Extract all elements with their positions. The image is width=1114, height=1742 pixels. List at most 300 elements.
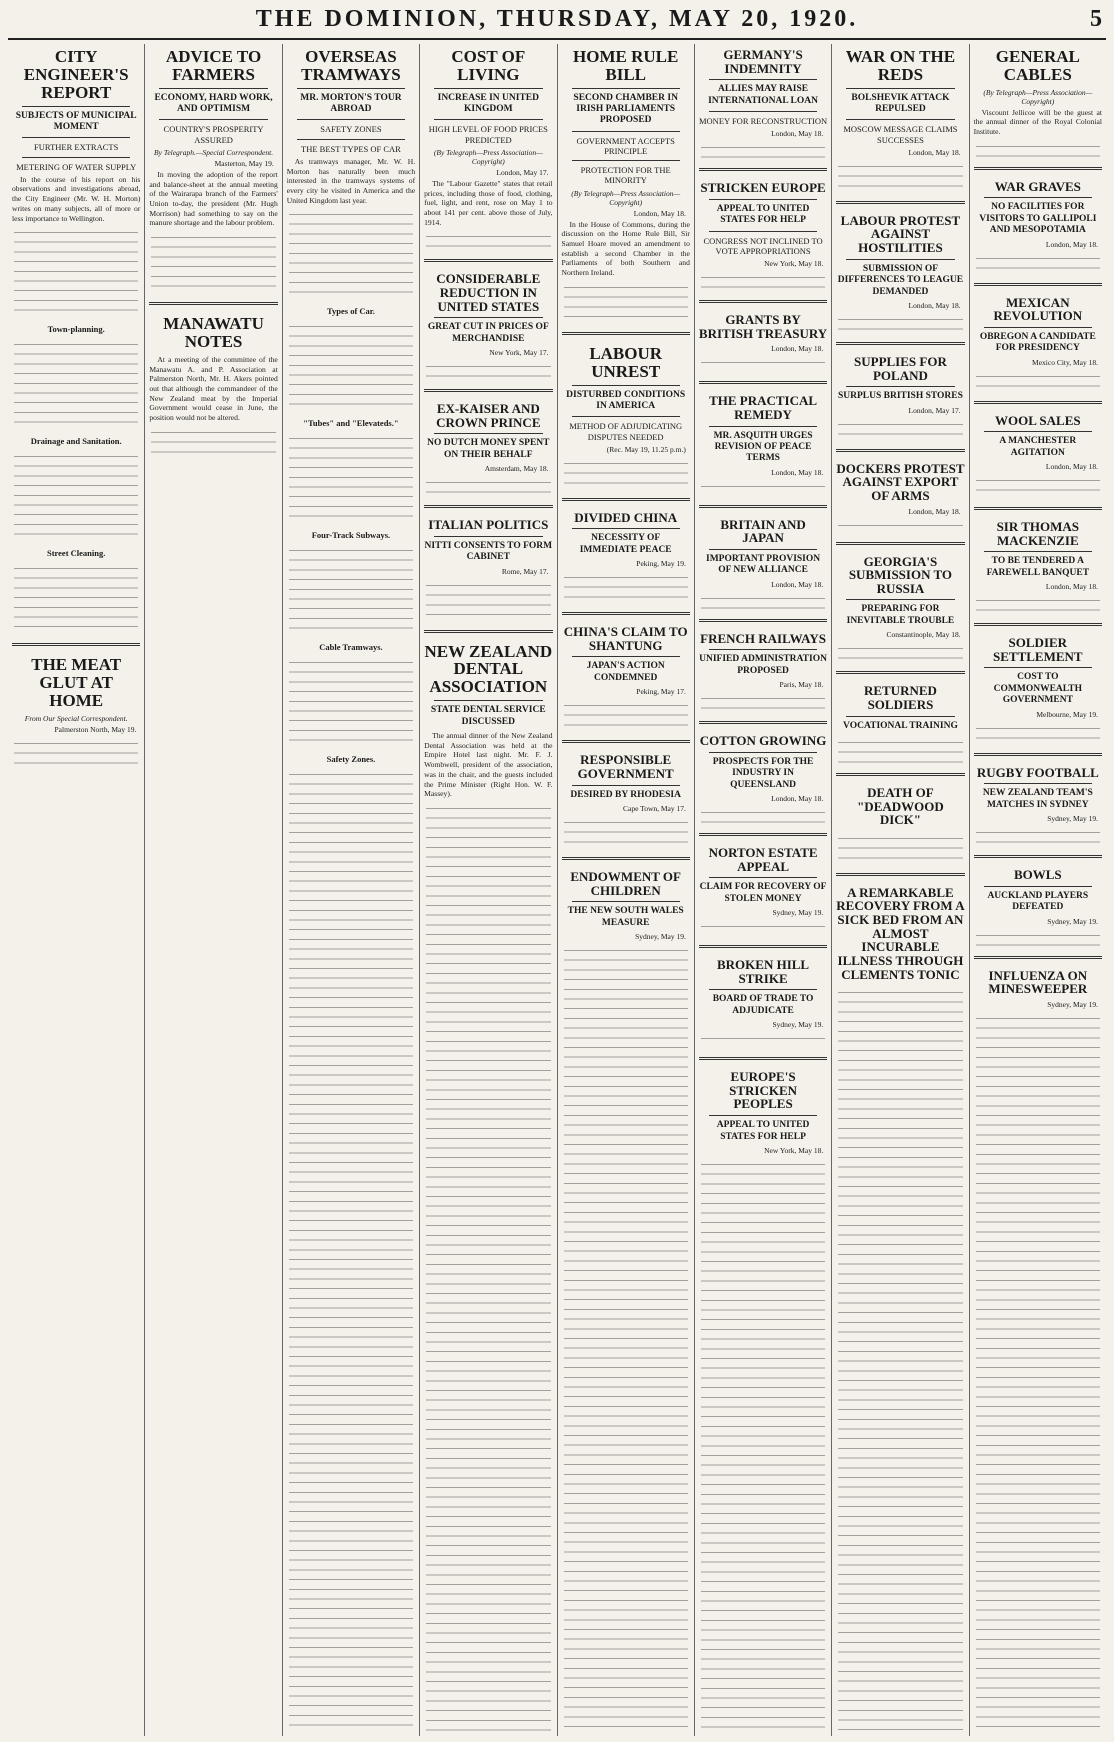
section-heading: Four-Track Subways. <box>311 530 391 541</box>
article-text-block <box>564 572 688 602</box>
article-body: In the course of his report on his observations and investigations abroad, the City Engineer (Mr. W. H. Morton) writes on many subjects, all of more or less importance to Wellington. <box>12 174 141 223</box>
article-subhead: SECOND CHAMBER IN IRISH PARLIAMENTS PROPOSED <box>573 92 678 126</box>
article-dateline: Rome, May 17. <box>501 566 549 576</box>
headline-rule <box>984 783 1092 784</box>
article-text-block <box>289 545 413 635</box>
article-subhead: APPEAL TO UNITED STATES FOR HELP <box>716 1120 810 1142</box>
article-subhead: SUBMISSION OF DIFFERENCES TO LEAGUE DEMANDED <box>837 263 964 297</box>
article <box>836 551 964 642</box>
article-headline: BRITAIN AND JAPAN <box>720 516 806 546</box>
article-headline: GEORGIA'S SUBMISSION TO RUSSIA <box>848 553 953 596</box>
headline-rule <box>984 431 1092 432</box>
article <box>424 398 552 475</box>
headline-rule <box>709 426 817 427</box>
headline-rule <box>984 551 1092 552</box>
article <box>836 680 964 735</box>
article <box>699 44 827 140</box>
article-dateline: London, May 18. <box>771 579 824 589</box>
page-number: 5 <box>1090 6 1102 32</box>
article-divider <box>974 283 1102 286</box>
article-text-block <box>151 427 275 455</box>
article-text-block <box>426 477 550 495</box>
article <box>699 514 827 591</box>
article-headline: MEXICAN REVOLUTION <box>993 294 1083 324</box>
article <box>974 864 1102 927</box>
article <box>562 749 690 815</box>
article-text-block <box>426 231 550 249</box>
section-heading: Drainage and Sanitation. <box>30 436 122 447</box>
headline-rule <box>572 88 680 89</box>
article <box>424 639 552 801</box>
article-dateline: Sydney, May 19. <box>635 931 686 941</box>
article-divider <box>836 671 964 674</box>
article-text-block <box>701 921 825 935</box>
article-dateline: London, May 18. <box>633 208 686 218</box>
article-headline: MANAWATU NOTES <box>163 314 264 351</box>
article-headline: LABOUR PROTEST AGAINST HOSTILITIES <box>840 212 961 256</box>
article-dateline: Palmerston North, May 19. <box>54 724 137 734</box>
article-headline: NEW ZEALAND DENTAL ASSOCIATION <box>424 641 553 697</box>
article-subhead: MR. MORTON'S TOUR ABROAD <box>300 92 402 115</box>
article-text-block <box>151 232 275 292</box>
masthead <box>8 4 1106 40</box>
headline-rule <box>572 785 680 786</box>
article-text-block <box>976 475 1100 497</box>
headline-rule <box>984 886 1092 887</box>
article-divider <box>836 342 964 345</box>
article-text-block <box>289 321 413 411</box>
article-headline: A REMARKABLE RECOVERY FROM A SICK BED FROM AN ALMOST INCURABLE ILLNESS THROUGH CLEMENTS TONIC <box>836 884 965 982</box>
headline-rule <box>709 231 817 232</box>
column-2 <box>145 44 282 1736</box>
article-subhead: ECONOMY, HARD WORK, AND OPTIMISM <box>154 92 273 115</box>
article <box>699 1066 827 1157</box>
article-text-block <box>701 481 825 495</box>
article-headline: WOOL SALES <box>995 412 1081 428</box>
article-divider <box>562 498 690 501</box>
headline-rule <box>434 119 542 120</box>
newspaper-columns <box>8 44 1106 1736</box>
article <box>424 514 552 577</box>
article-text-block <box>564 282 688 322</box>
article-text-block <box>289 433 413 523</box>
section-heading: Safety Zones. <box>326 754 376 765</box>
article-subhead: FURTHER EXTRACTS <box>34 142 119 153</box>
article-headline: STRICKEN EUROPE <box>700 180 826 196</box>
column-8 <box>970 44 1106 1736</box>
article-divider <box>974 623 1102 626</box>
article-subhead: AUCKLAND PLAYERS DEFEATED <box>987 890 1089 913</box>
headline-rule <box>572 131 680 132</box>
headline-rule <box>846 386 954 387</box>
article-headline: ITALIAN POLITICS <box>428 517 549 533</box>
article <box>974 410 1102 473</box>
section-heading: Cable Tramways. <box>319 642 383 653</box>
article <box>424 268 552 359</box>
article-divider <box>12 643 140 646</box>
article-dateline: New York, May 18. <box>764 1145 824 1155</box>
article <box>974 176 1102 251</box>
article-text-block <box>838 314 962 332</box>
article-headline: NORTON ESTATE APPEAL <box>708 845 818 874</box>
column-7 <box>832 44 969 1736</box>
headline-rule <box>709 649 817 650</box>
article-text-block <box>426 803 550 1732</box>
article-body: The annual dinner of the New Zealand Dental Association was held at the Empire Hotel last night. Mr. F. J. Wombwell, president of the association, was in the chair, and the guests included the Prime Minister (Right Hon. W. F. Massey). <box>424 730 553 799</box>
headline-rule <box>984 327 1092 328</box>
article-subhead: GREAT CUT IN PRICES OF MERCHANDISE <box>427 322 549 344</box>
article-text-block <box>838 987 962 1732</box>
article-divider <box>424 630 552 633</box>
article <box>424 44 552 229</box>
article-text-block <box>289 657 413 747</box>
article-divider <box>974 855 1102 858</box>
article-text-block <box>701 272 825 290</box>
article-subhead: STATE DENTAL SERVICE DISCUSSED <box>430 705 546 727</box>
article-headline: DEATH OF "DEADWOOD DICK" <box>857 784 944 828</box>
article <box>562 507 690 570</box>
article-subhead: CLAIM FOR RECOVERY OF STOLEN MONEY <box>699 882 827 904</box>
article-subhead: VOCATIONAL TRAINING <box>843 720 958 731</box>
article-divider <box>149 302 277 305</box>
headline-rule <box>572 385 680 386</box>
article <box>836 458 964 518</box>
article-subhead: APPEAL TO UNITED STATES FOR HELP <box>716 203 810 226</box>
article-headline: GENERAL CABLES <box>995 47 1080 84</box>
article <box>836 882 964 985</box>
article-divider <box>699 833 827 836</box>
article-dateline: London, May 18. <box>908 506 961 516</box>
headline-rule <box>709 877 817 878</box>
headline-rule <box>984 667 1092 668</box>
article <box>699 309 827 355</box>
article-subhead: PREPARING FOR INEVITABLE TROUBLE <box>846 604 955 626</box>
article-dateline: London, May 18. <box>1045 582 1098 592</box>
article-headline: ADVICE TO FARMERS <box>165 47 262 84</box>
article-text-block <box>564 817 688 847</box>
article-divider <box>424 389 552 392</box>
article-headline: GERMANY'S INDEMNITY <box>723 47 803 76</box>
article-divider <box>699 945 827 948</box>
article-divider <box>699 381 827 384</box>
article-subhead: NO DUTCH MONEY SPENT ON THEIR BEHALF <box>427 438 550 460</box>
article-dateline: Masterton, May 19. <box>214 158 274 168</box>
article-subhead: HIGH LEVEL OF FOOD PRICES PREDICTED <box>428 124 548 145</box>
article-text-block <box>976 371 1100 391</box>
headline-rule <box>572 528 680 529</box>
headline-rule <box>297 119 405 120</box>
article-text-block <box>976 253 1100 273</box>
article-text-block <box>976 827 1100 845</box>
column-5 <box>558 44 695 1736</box>
article-dateline: Paris, May 18. <box>779 680 824 690</box>
article-dateline: London, May 18. <box>908 147 961 157</box>
article <box>699 390 827 478</box>
article-headline: OVERSEAS TRAMWAYS <box>301 47 401 84</box>
headline-rule <box>572 656 680 657</box>
article-dateline: London, May 18. <box>771 794 824 804</box>
article-subhead: OBREGON A CANDIDATE FOR PRESIDENCY <box>979 331 1096 354</box>
headline-rule <box>297 139 405 140</box>
article-subhead: NECESSITY OF IMMEDIATE PEACE <box>579 533 672 555</box>
column-1 <box>8 44 145 1736</box>
article-headline: RETURNED SOLDIERS <box>863 683 937 712</box>
article-divider <box>424 259 552 262</box>
article-subhead: MOSCOW MESSAGE CLAIMS SUCCESSES <box>843 124 958 145</box>
article-text-block <box>564 945 688 1732</box>
article-subhead: MR. ASQUITH URGES REVISION OF PEACE TERMS <box>713 430 813 464</box>
article-body: In the House of Commons, during the discussion on the Home Rule Bill, Sir Samuel Hoare moved an amendment to establish a second Chamber in the Parliaments of both Southern and Northern Ireland. <box>561 219 690 278</box>
article-dateline: London, May 18. <box>771 129 824 139</box>
headline-rule <box>159 119 267 120</box>
article <box>699 177 827 270</box>
headline-rule <box>159 88 267 89</box>
article <box>149 44 277 230</box>
headline-rule <box>434 88 542 89</box>
article <box>149 311 277 425</box>
article <box>287 44 415 207</box>
article <box>974 44 1102 139</box>
column-6 <box>695 44 832 1736</box>
article-headline: SIR THOMAS MACKENZIE <box>996 519 1080 548</box>
article <box>699 954 827 1031</box>
article-text-block <box>14 227 138 317</box>
article-divider <box>836 542 964 545</box>
article-dateline: Constantinople, May 18. <box>886 630 961 640</box>
article-dateline: London, May 18. <box>1045 239 1098 249</box>
article-dateline: Mexico City, May 18. <box>1032 357 1098 367</box>
article-subhead: BOARD OF TRADE TO ADJUDICATE <box>712 994 814 1016</box>
article-subhead: COST TO COMMONWEALTH GOVERNMENT <box>993 672 1082 706</box>
article-headline: BROKEN HILL STRIKE <box>717 957 810 986</box>
article-headline: HOME RULE BILL <box>573 47 679 84</box>
article-text-block <box>14 563 138 633</box>
article-text-block <box>14 738 138 768</box>
article <box>699 730 827 805</box>
article-subhead: MONEY FOR RECONSTRUCTION <box>698 116 828 127</box>
article-text-block <box>426 361 550 379</box>
column-3 <box>283 44 420 1736</box>
article-text-block <box>838 520 962 532</box>
article-text-block <box>701 1159 825 1732</box>
headline-rule <box>434 700 542 701</box>
article-divider <box>562 332 690 335</box>
article-dateline: London, May 17. <box>908 405 961 415</box>
headline-rule <box>572 416 680 417</box>
article-subhead: NEW ZEALAND TEAM'S MATCHES IN SYDNEY <box>982 788 1093 810</box>
article-headline: DOCKERS PROTEST AGAINST EXPORT OF ARMS <box>836 460 965 503</box>
article-headline: GRANTS BY BRITISH TREASURY <box>698 312 828 341</box>
article-headline: LABOUR UNREST <box>589 343 663 381</box>
article-text-block <box>976 723 1100 743</box>
article-dateline: Peking, May 19. <box>636 559 686 569</box>
article-headline: DIVIDED CHINA <box>574 509 678 525</box>
article <box>974 762 1102 825</box>
article-divider <box>836 773 964 776</box>
article-headline: INFLUENZA ON MINESWEEPER <box>988 967 1088 997</box>
article-headline: BOWLS <box>1013 867 1062 883</box>
headline-rule <box>434 433 542 434</box>
article-headline: FRENCH RAILWAYS <box>700 630 826 646</box>
article-subhead: DESIRED BY RHODESIA <box>570 789 681 800</box>
article-headline: CITY ENGINEER'S REPORT <box>23 47 129 102</box>
headline-rule <box>572 901 680 902</box>
article-text-block <box>838 833 962 863</box>
headline-rule <box>709 199 817 200</box>
article-text-block <box>976 595 1100 613</box>
article <box>836 782 964 831</box>
headline-rule <box>709 1115 817 1116</box>
article <box>836 351 964 417</box>
article-dateline: London, May 18. <box>771 467 824 477</box>
article-text-block <box>701 1033 825 1047</box>
article-dateline: Sydney, May 19. <box>1047 999 1098 1009</box>
headline-rule <box>846 716 954 717</box>
article-byline: (By Telegraph—Press Association—Copyright) <box>983 87 1093 106</box>
article-text-block <box>701 807 825 823</box>
article-subhead: DISTURBED CONDITIONS IN AMERICA <box>566 389 686 411</box>
article-dateline: New York, May 17. <box>489 348 549 358</box>
section-heading: "Tubes" and "Elevateds." <box>303 418 399 429</box>
article-dateline: London, May 18. <box>771 344 824 354</box>
article-subhead: NITTI CONSENTS TO FORM CABINET <box>424 540 553 563</box>
article-subhead: METERING OF WATER SUPPLY <box>16 161 137 172</box>
article-headline: SOLDIER SETTLEMENT <box>993 635 1083 664</box>
article-text-block <box>564 458 688 488</box>
headline-rule <box>846 119 954 120</box>
headline-rule <box>572 160 680 161</box>
article <box>12 652 140 736</box>
article-divider <box>836 449 964 452</box>
article-headline: WAR ON THE REDS <box>845 47 956 84</box>
article-headline: SUPPLIES FOR POLAND <box>854 353 947 383</box>
article-text-block <box>701 593 825 609</box>
headline-rule <box>709 79 817 80</box>
article-text-block <box>976 930 1100 946</box>
article <box>562 866 690 943</box>
article-headline: THE PRACTICAL REMEDY <box>709 393 818 422</box>
article-text-block <box>976 141 1100 157</box>
article-dateline: Amsterdam, May 18. <box>484 464 549 474</box>
article-headline: CHINA'S CLAIM TO SHANTUNG <box>563 624 688 653</box>
article <box>699 842 827 919</box>
article-subhead: TO BE TENDERED A FAREWELL BANQUET <box>986 556 1090 578</box>
article <box>974 965 1102 1011</box>
headline-rule <box>22 157 130 158</box>
article-divider <box>562 857 690 860</box>
article-divider <box>562 740 690 743</box>
article-subhead: SUBJECTS OF MUNICIPAL MOMENT <box>15 110 137 132</box>
article-divider <box>699 168 827 171</box>
article <box>836 210 964 312</box>
article <box>974 292 1102 369</box>
article <box>974 516 1102 593</box>
article-divider <box>974 167 1102 170</box>
article-dateline: Sydney, May 19. <box>772 1020 824 1030</box>
article-text-block <box>289 769 413 1732</box>
article-divider <box>424 505 552 508</box>
article-divider <box>974 753 1102 756</box>
article <box>12 44 140 225</box>
article <box>562 341 690 456</box>
headline-rule <box>709 989 817 990</box>
article-dateline: Sydney, May 19. <box>772 908 824 918</box>
article-body: As tramways manager, Mr. W. H. Morton has naturally been much interested in the tramways systems of every city he visited in America and the United Kingdom last year. <box>286 156 416 205</box>
article-divider <box>974 956 1102 959</box>
article-byline: (By Telegraph—Press Association—Copyright) <box>571 188 681 207</box>
article-subhead: THE BEST TYPES OF CAR <box>301 143 401 154</box>
newspaper-title: THE DOMINION, THURSDAY, MAY 20, 1920. <box>255 6 859 32</box>
article-dateline: Sydney, May 19. <box>1047 814 1098 824</box>
headline-rule <box>984 197 1092 198</box>
article-subhead: UNIFIED ADMINISTRATION PROPOSED <box>699 654 827 676</box>
article-dateline: Peking, May 17. <box>636 687 686 697</box>
article-subhead: IMPORTANT PROVISION OF NEW ALLIANCE <box>706 554 821 576</box>
article-subhead: PROSPECTS FOR THE INDUSTRY IN QUEENSLAND <box>712 756 814 790</box>
article-text-block <box>838 643 962 661</box>
article-dateline: London, May 18. <box>908 300 961 310</box>
article-divider <box>699 619 827 622</box>
headline-rule <box>709 549 817 550</box>
article-subhead: ALLIES MAY RAISE INTERNATIONAL LOAN <box>708 84 818 106</box>
article-dateline: (Rec. May 19, 11.25 p.m.) <box>606 444 686 454</box>
article-headline: WAR GRAVES <box>994 178 1081 194</box>
article-subhead: METHOD OF ADJUDICATING DISPUTES NEEDED <box>569 421 683 442</box>
article-body: At a meeting of the committee of the Manawatu A. and P. Association at Palmerston North, Mr. H. Akers pointed out that although the commandeer of the New Zealand meat by the Imperial Government would cease in June, the position would not be altered. <box>149 354 278 423</box>
article-text-block <box>701 142 825 158</box>
headline-rule <box>22 106 130 107</box>
article-divider <box>699 505 827 508</box>
article-text-block <box>838 419 962 439</box>
article-subhead: SURPLUS BRITISH STORES <box>837 391 963 402</box>
article-body: Viscount Jellicoe will be the guest at the annual dinner of the Royal Colonial Institute. <box>973 107 1102 137</box>
article-text-block <box>14 339 138 429</box>
article-text-block <box>701 357 825 371</box>
article-text-block <box>289 209 413 299</box>
headline-rule <box>22 137 130 138</box>
article-divider <box>974 507 1102 510</box>
article-text-block <box>14 451 138 541</box>
article-dateline: Sydney, May 19. <box>1047 916 1098 926</box>
article-subhead: INCREASE IN UNITED KINGDOM <box>437 92 539 115</box>
article-subhead: JAPAN'S ACTION CONDEMNED <box>586 661 665 683</box>
article-byline: (By Telegraph—Press Association—Copyright) <box>433 147 543 166</box>
article-divider <box>836 873 964 876</box>
headline-rule <box>709 111 817 112</box>
column-4 <box>420 44 557 1736</box>
headline-rule <box>434 536 542 537</box>
article-dateline: London, May 18. <box>1045 462 1098 472</box>
article-headline: COTTON GROWING <box>699 733 827 749</box>
article-subhead: BOLSHEVIK ATTACK REPULSED <box>851 92 950 115</box>
article-headline: EUROPE'S STRICKEN PEOPLES <box>729 1069 798 1112</box>
article-subhead: SAFETY ZONES <box>320 124 382 135</box>
article-subhead: NO FACILITIES FOR VISITORS TO GALLIPOLI AND MESOPOTAMIA <box>979 202 1097 236</box>
article-divider <box>699 300 827 303</box>
article-body: In moving the adoption of the report and balance-sheet at the annual meeting of the Wairarapa branch of the Farmers' Union to-day, the president (Mr. Hugh Morrison) had something to say on the manure shortage and the labour problem. <box>149 169 278 228</box>
article-headline: ENDOWMENT OF CHILDREN <box>570 868 681 898</box>
article-dateline: Melbourne, May 19. <box>1036 709 1098 719</box>
article <box>836 44 964 159</box>
headline-rule <box>297 88 405 89</box>
headline-rule <box>846 599 954 600</box>
article-headline: CONSIDERABLE REDUCTION IN UNITED STATES <box>436 271 541 314</box>
article <box>699 628 827 691</box>
headline-rule <box>709 752 817 753</box>
article-subhead: CONGRESS NOT INCLINED TO VOTE APPROPRIATIONS <box>703 235 823 256</box>
article-text-block <box>976 1013 1100 1732</box>
article-body: The "Labour Gazette" states that retail prices, including those of food, clothing, fuel, light, and rent, rose on May 1 to about 141 per cent. above those of July, 1914. <box>424 178 553 227</box>
